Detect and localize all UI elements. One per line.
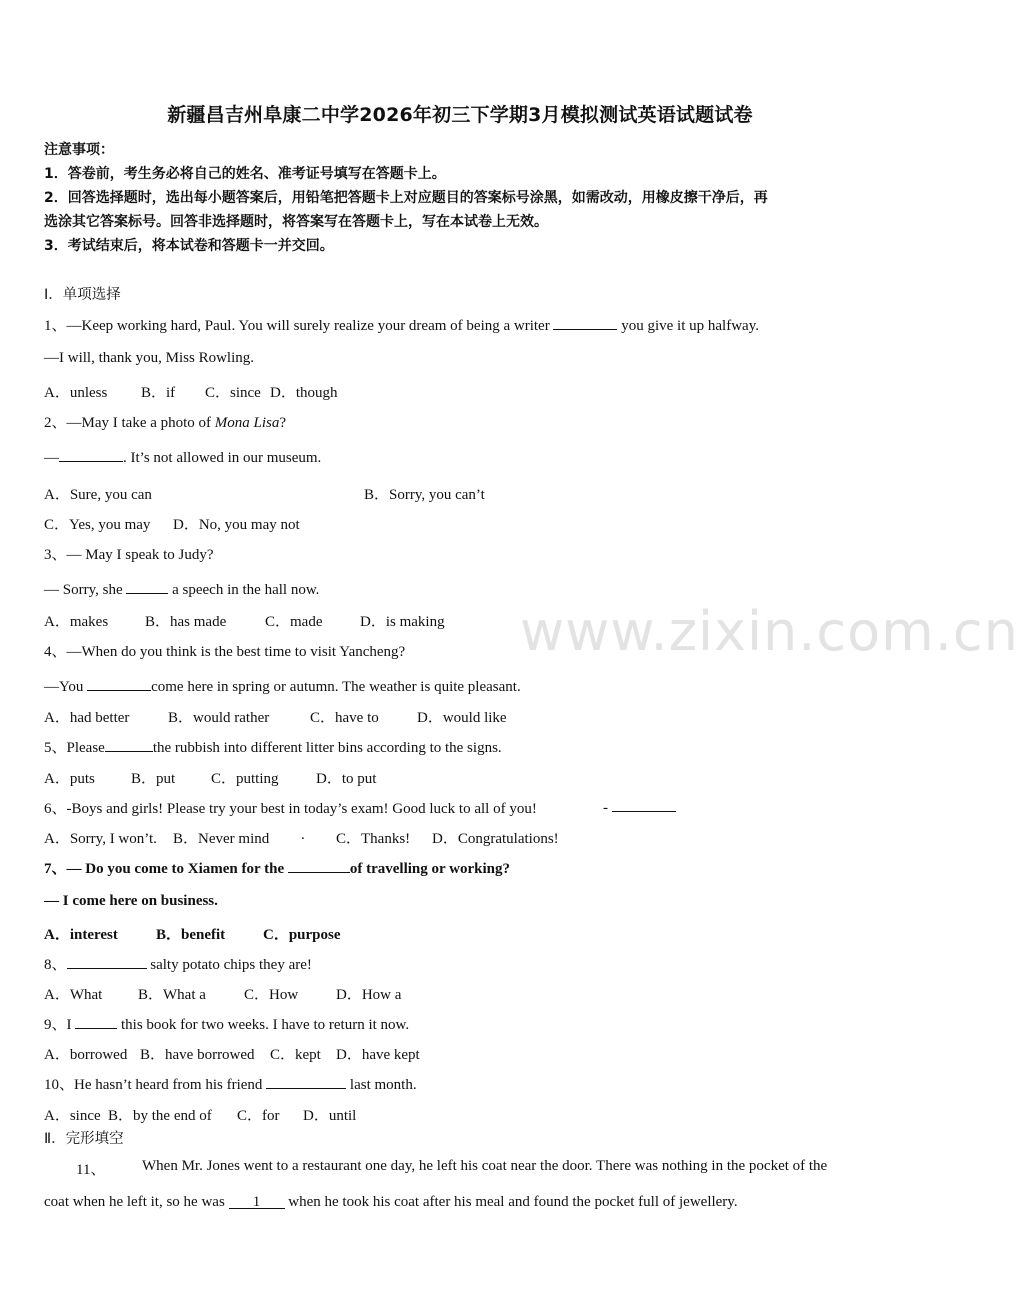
option-a: A．puts — [44, 771, 95, 787]
answer-blank — [126, 579, 168, 594]
option-a: A．had better — [44, 710, 130, 726]
reply-dash: - — [603, 800, 612, 816]
question-reply: — I come here on business. — [44, 893, 218, 909]
question-reply: —I will, thank you, Miss Rowling. — [44, 350, 255, 366]
option-b: B．has made — [145, 614, 227, 630]
option-a: A．Sure, you can — [44, 487, 152, 503]
question-text: last month. — [346, 1077, 417, 1093]
question-text: of travelling or working? — [349, 861, 510, 877]
option-a: A．Sorry, I won’t. — [44, 831, 157, 847]
option-d: D．Congratulations! — [432, 831, 559, 847]
answer-blank — [59, 447, 123, 462]
option-b: B．What a — [138, 987, 206, 1003]
option-d: D．until — [303, 1108, 357, 1124]
option-b: B．would rather — [168, 710, 270, 726]
question-text: salty potato chips they are! — [146, 957, 312, 973]
option-d: D．No, you may not — [173, 517, 300, 533]
option-a: A．since — [44, 1108, 101, 1124]
question-text: 9、I — [44, 1017, 76, 1033]
answer-blank — [67, 954, 147, 969]
question-3: 3、— May I speak to Judy? — [44, 547, 214, 563]
option-d: D．would like — [417, 710, 507, 726]
cloze-text-line: When Mr. Jones went to a restaurant one day, he left his coat near the door. There was nothing in the pocket of the — [142, 1158, 828, 1174]
question-1 — [44, 314, 759, 335]
reply-text: — Sorry, she — [44, 582, 127, 598]
option-b: B．put — [131, 771, 176, 787]
option-c: C．purpose — [263, 927, 341, 943]
watermark: www.zixin.com.cn — [520, 600, 1019, 663]
notice-item: 选涂其它答案标号。回答非选择题时，将答案写在答题卡上，写在本试卷上无效。 — [44, 214, 548, 230]
notice-item: 3．考试结束后，将本试卷和答题卡一并交回。 — [44, 238, 334, 254]
option-a: A．makes — [44, 614, 109, 630]
question-reply — [44, 579, 319, 599]
option-b: B．benefit — [156, 927, 226, 943]
question-text: the rubbish into different litter bins according to the signs. — [152, 740, 502, 756]
answer-blank — [288, 858, 350, 873]
cloze-text: when he took his coat after his meal and found the pocket full of jewellery. — [284, 1194, 738, 1210]
question-reply — [44, 447, 321, 467]
option-b: B．if — [141, 385, 176, 401]
reply-text: come here in spring or autumn. The weather is quite pleasant. — [151, 679, 521, 695]
notice-item: 1．答卷前，考生务必将自己的姓名、准考证号填写在答题卡上。 — [44, 166, 446, 182]
notice-block — [44, 138, 884, 258]
option-b: B．Sorry, you can’t — [364, 487, 485, 503]
option-c: C．putting — [211, 771, 279, 787]
notice-heading: 注意事项： — [44, 142, 114, 158]
question-text: ? — [279, 415, 287, 431]
question-text: 8、 — [44, 957, 67, 973]
reply-text: —You — [44, 679, 88, 695]
option-c: C．Thanks! — [336, 831, 411, 847]
cloze-text-line — [44, 1194, 738, 1211]
reply-text: a speech in the hall now. — [168, 582, 320, 598]
question-5 — [44, 736, 502, 757]
option-a: A．What — [44, 987, 103, 1003]
option-a: A．borrowed — [44, 1047, 128, 1063]
question-text: 10、He hasn’t heard from his friend — [44, 1077, 267, 1093]
option-c: C．since — [205, 385, 261, 401]
option-d: D．is making — [360, 614, 445, 630]
option-a: A．interest — [44, 927, 118, 943]
option-a: A．unless — [44, 385, 108, 401]
option-d: D．have kept — [336, 1047, 420, 1063]
question-9 — [44, 1013, 409, 1034]
reply-text: . It’s not allowed in our museum. — [123, 450, 322, 466]
question-text: 5、Please — [44, 740, 105, 756]
answer-blank — [612, 797, 676, 812]
question-4: 4、—When do you think is the best time to visit Yancheng? — [44, 644, 406, 660]
question-reply — [603, 797, 676, 817]
option-dot: . — [301, 827, 305, 843]
question-2 — [44, 411, 286, 432]
option-d: D．though — [270, 385, 338, 401]
answer-blank — [75, 1014, 117, 1029]
question-text: this book for two weeks. I have to return it now. — [117, 1017, 410, 1033]
option-c: C．have to — [310, 710, 379, 726]
answer-blank — [266, 1074, 346, 1089]
option-c: C．made — [265, 614, 323, 630]
question-10 — [44, 1073, 417, 1094]
page-title: 新疆昌吉州阜康二中学2026年初三下学期3月模拟测试英语试题试卷 — [167, 104, 753, 126]
reply-dash: — — [44, 450, 59, 466]
question-reply — [44, 676, 521, 696]
notice-item: 2．回答选择题时，选出每小题答案后，用铅笔把答题卡上对应题目的答案标号涂黑，如需改动，用橡皮擦干净后，再 — [44, 190, 768, 206]
cloze-blank-1: 1 — [229, 1194, 285, 1209]
question-7 — [44, 857, 510, 878]
question-text: 7、— Do you come to Xiamen for the — [44, 861, 288, 877]
question-text: 1、—Keep working hard, Paul. You will surely realize your dream of being a writer — [44, 318, 554, 334]
option-b: B．have borrowed — [140, 1047, 255, 1063]
option-b: B．by the end of — [108, 1108, 212, 1124]
section-heading-single-choice: Ⅰ．单项选择 — [44, 287, 121, 303]
option-b: B．Never mind — [173, 831, 270, 847]
cloze-number: 11、 — [76, 1162, 106, 1178]
option-d: D．to put — [316, 771, 377, 787]
option-d: D．How a — [336, 987, 402, 1003]
option-c: C．for — [237, 1108, 280, 1124]
question-text: 2、—May I take a photo of — [44, 415, 215, 431]
answer-blank — [553, 315, 617, 330]
option-c: C．How — [244, 987, 299, 1003]
cloze-text: coat when he left it, so he was — [44, 1194, 229, 1210]
answer-blank — [87, 676, 151, 691]
question-text: 6、-Boys and girls! Please try your best in today’s exam! Good luck to all of you! — [44, 801, 537, 817]
answer-blank — [105, 737, 153, 752]
question-8 — [44, 953, 312, 974]
section-heading-cloze: Ⅱ．完形填空 — [44, 1131, 124, 1147]
option-c: C．Yes, you may — [44, 517, 151, 533]
question-6 — [44, 797, 537, 818]
option-c: C．kept — [270, 1047, 321, 1063]
artwork-title: Mona Lisa — [214, 415, 280, 431]
question-text: you give it up halfway. — [617, 318, 759, 334]
